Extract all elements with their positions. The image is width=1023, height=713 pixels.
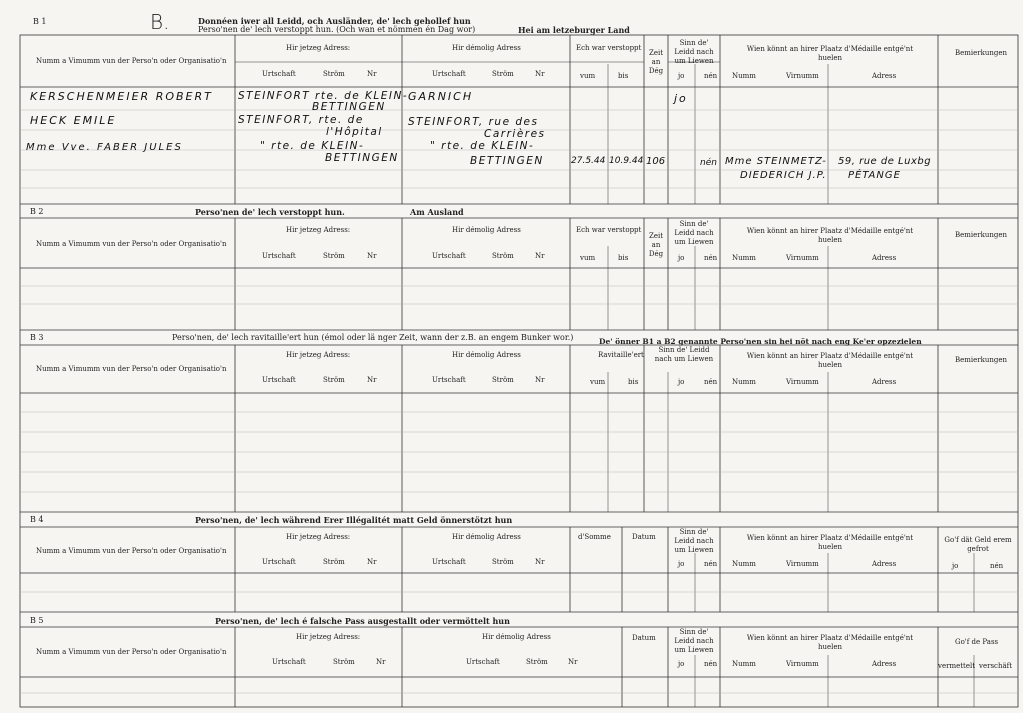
b4-col-yes2: jo <box>952 562 959 570</box>
header-line2b: Hei am letzeburger Land <box>518 25 630 35</box>
b4-col-medal-name: Numm <box>732 560 756 568</box>
section-id-b3: B 3 <box>30 333 44 342</box>
header-line2a: Perso'nen de' lech verstoppt hun. (Och wan et nömmen én Dag wor) <box>198 25 476 34</box>
b4-col-street-old: Ström <box>492 558 514 566</box>
col-street-old: Ström <box>492 70 514 78</box>
entry-2-old-city: STEINFORT, rue des <box>408 116 539 128</box>
b2-col-nr: Nr <box>367 252 377 260</box>
col-name: Numm a Vimumm vun der Perso'n oder Organisatio'n <box>36 57 227 65</box>
section-id-b4: B 4 <box>30 515 44 524</box>
entry-3-old-city2: BETTINGEN <box>470 155 544 167</box>
entry-1-old-city: GARNICH <box>408 90 474 103</box>
b2-col-name: Numm a Vimumm vun der Perso'n oder Organisatio'n <box>36 240 227 248</box>
col-medal-name: Numm <box>732 72 756 80</box>
col-from: vum <box>580 72 596 80</box>
b3-col-remarks: Bemierkungen <box>955 356 1008 364</box>
b3-col-suffered: Sinn de' Leidd nach um Liewen <box>654 346 714 363</box>
b3-col-street: Ström <box>323 376 345 384</box>
b5-col-medal: Wien könnt an hirer Plaatz d'Médaille entgé'nt huelen <box>746 634 914 651</box>
b2-col-suffered: Sinn de' Leidd nach um Liewen <box>674 220 714 246</box>
b2-col-to: bis <box>618 254 629 262</box>
entry-1-cur-city: STEINFORT rte. de KLEIN- <box>238 90 409 102</box>
b2-col-hidden: Ech war verstoppt <box>576 226 642 234</box>
entry-2-old-city2: Carrières <box>484 128 546 140</box>
entry-2-cur-city: STEINFORT, rte. de <box>238 114 364 126</box>
col-to: bis <box>618 72 629 80</box>
b3-col-current: Hir jetzeg Adress: <box>286 351 351 359</box>
b4-col-suffered: Sinn de' Leidd nach um Liewen <box>674 528 714 554</box>
b5-col-medal-address: Adress <box>872 660 897 668</box>
b2-col-medal-first: Virnumm <box>786 254 819 262</box>
b5-col-name: Numm a Vimumm vun der Perso'n oder Organisatio'n <box>36 648 227 656</box>
entry-3-medal-name2: DIEDERICH J.P. <box>740 170 827 181</box>
b5-col-yes: jo <box>678 660 685 668</box>
b2-col-street: Ström <box>323 252 345 260</box>
form-letter: B. <box>150 10 170 34</box>
b5-col-current: Hir jetzeg Adress: <box>296 633 361 641</box>
col-suffered: Sinn de' Leidd nach um Liewen <box>674 39 714 65</box>
col-yes: jo <box>678 72 685 80</box>
col-city: Urtschaft <box>262 70 296 78</box>
col-medal-address: Adress <box>872 72 897 80</box>
b4-col-nr: Nr <box>367 558 377 566</box>
b4-col-street: Ström <box>323 558 345 566</box>
entry-3-alive: nén <box>700 158 717 168</box>
b5-col-no: nén <box>704 660 718 668</box>
b3-col-from: vum <box>590 378 606 386</box>
b4-col-city-old: Urtschaft <box>432 558 466 566</box>
section-id-b5: B 5 <box>30 616 44 625</box>
b4-col-medal-first: Virnumm <box>786 560 819 568</box>
b3-title: Perso'nen, de' lech ravitaille'ert hun (émol oder lä nger Zeit, wann der z.B. an engem Bunker wor.) <box>172 333 574 342</box>
entry-1-cur-city2: BETTINGEN <box>312 101 386 113</box>
b2-sub: Am Ausland <box>410 207 464 217</box>
b5-col-medal-name: Numm <box>732 660 756 668</box>
b5-col-nr-old: Nr <box>568 658 578 666</box>
entry-3-name: Mme Vve. FABER JULES <box>26 142 183 153</box>
b2-col-city-old: Urtschaft <box>432 252 466 260</box>
b5-col-nr: Nr <box>376 658 386 666</box>
b4-col-yes: jo <box>678 560 685 568</box>
b4-col-current: Hir jetzeg Adress: <box>286 533 351 541</box>
b3-col-to: bis <box>628 378 639 386</box>
b3-col-name: Numm a Vimumm vun der Perso'n oder Organisatio'n <box>36 365 227 373</box>
b4-col-former: Hir démolig Adress <box>452 533 521 541</box>
b4-col-medal: Wien könnt an hirer Plaatz d'Médaille entgé'nt huelen <box>746 534 914 551</box>
b3-col-no: nén <box>704 378 718 386</box>
b5-col-medal-first: Virnumm <box>786 660 819 668</box>
b5-title: Perso'nen, de' lech é falsche Pass ausgestallt oder vermöttelt hun <box>215 616 510 626</box>
b2-col-former: Hir démolig Adress <box>452 226 521 234</box>
b4-col-medal-address: Adress <box>872 560 897 568</box>
col-city-old: Urtschaft <box>432 70 466 78</box>
b5-col-issued: vermettelt <box>938 662 976 670</box>
entry-3-cur-city2: BETTINGEN <box>325 152 399 164</box>
col-medal: Wien könnt an hirer Plaatz d'Médaille entgé'nt huelen <box>746 45 914 62</box>
entry-3-old-city: " rte. de KLEIN- <box>430 140 535 152</box>
b3-col-former: Hir démolig Adress <box>452 351 521 359</box>
b4-col-date: Datum <box>632 533 656 541</box>
b2-col-no: nén <box>704 254 718 262</box>
b3-col-medal-name: Numm <box>732 378 756 386</box>
b4-title: Perso'nen, de' lech während Erer Illégalitét matt Geld önnerstötzt hun <box>195 515 513 525</box>
b2-title: Perso'nen de' lech verstoppt hun. <box>195 207 345 217</box>
b2-col-remarks: Bemierkungen <box>955 231 1008 239</box>
b5-col-street-old: Ström <box>526 658 548 666</box>
entry-3-from: 27.5.44 <box>571 156 606 166</box>
b3-col-street-old: Ström <box>492 376 514 384</box>
section-id-b2: B 2 <box>30 207 44 216</box>
b3-col-medal-address: Adress <box>872 378 897 386</box>
b2-col-nr-old: Nr <box>535 252 545 260</box>
b2-col-medal-address: Adress <box>872 254 897 262</box>
b5-col-city-old: Urtschaft <box>466 658 500 666</box>
entry-2-cur-city2: l'Hôpital <box>326 126 383 138</box>
b4-col-name: Numm a Vimumm vun der Perso'n oder Organisatio'n <box>36 547 227 555</box>
b5-col-passes: Go'f de Pass <box>955 638 999 646</box>
col-nr-old: Nr <box>535 70 545 78</box>
header-line1: Donnéen iwer all Leidd, och Ausländer, de' lech gehollef hun <box>198 16 471 26</box>
b4-col-sum: d'Somme <box>578 533 611 541</box>
entry-3-medal-address2: PÉTANGE <box>848 170 901 181</box>
b2-col-current: Hir jetzeg Adress: <box>286 226 351 234</box>
entry-3-to: 10.9.44 <box>609 156 644 166</box>
b3-sub: De' önner B1 a B2 genannte Perso'nen sin hei nöt nach eng Ke'er opzezielen <box>599 337 922 346</box>
b2-col-city: Urtschaft <box>262 252 296 260</box>
b2-col-street-old: Ström <box>492 252 514 260</box>
entry-1-name: KERSCHENMEIER ROBERT <box>30 90 213 103</box>
b5-col-street: Ström <box>333 658 355 666</box>
entry-3-cur-city: " rte. de KLEIN- <box>260 140 365 152</box>
b5-col-former: Hir démolig Adress <box>482 633 551 641</box>
col-nr: Nr <box>367 70 377 78</box>
b5-col-city: Urtschaft <box>272 658 306 666</box>
b3-col-medal: Wien könnt an hirer Plaatz d'Médaille entgé'nt huelen <box>746 352 914 369</box>
entry-3-medal-name: Mme STEINMETZ- <box>725 156 827 167</box>
b4-col-city: Urtschaft <box>262 558 296 566</box>
entry-1-alive: jo <box>674 92 688 105</box>
b2-col-from: vum <box>580 254 596 262</box>
b5-col-date: Datum <box>632 634 656 642</box>
b5-col-suffered: Sinn de' Leidd nach um Liewen <box>674 628 714 654</box>
b5-col-forged: verschäft <box>979 662 1013 670</box>
entry-3-days: 106 <box>646 156 666 167</box>
b4-col-no2: nén <box>990 562 1004 570</box>
b2-col-medal-name: Numm <box>732 254 756 262</box>
b3-col-nr: Nr <box>367 376 377 384</box>
section-id-b1: B 1 <box>33 17 47 26</box>
b3-col-city-old: Urtschaft <box>432 376 466 384</box>
col-street: Ström <box>323 70 345 78</box>
b2-col-yes: jo <box>678 254 685 262</box>
entry-2-name: HECK EMILE <box>30 114 117 127</box>
col-no: nén <box>704 72 718 80</box>
col-hidden: Ech war verstoppt <box>576 44 642 52</box>
col-former-address: Hir démolig Adress <box>452 44 521 52</box>
b3-col-city: Urtschaft <box>262 376 296 384</box>
col-medal-first: Virnumm <box>786 72 819 80</box>
b4-col-money-returned: Go'f dät Geld erem gefrot <box>944 536 1012 553</box>
b3-col-medal-first: Virnumm <box>786 378 819 386</box>
col-days: Zeit an Dég <box>648 49 664 75</box>
b3-col-supplied: Ravitaille'ert <box>598 351 644 359</box>
col-current-address: Hir jetzeg Adress: <box>286 44 351 52</box>
entry-3-medal-address: 59, rue de Luxbg <box>838 156 932 167</box>
b3-col-yes: jo <box>678 378 685 386</box>
b3-col-nr-old: Nr <box>535 376 545 384</box>
col-remarks: Bemierkungen <box>955 49 1008 57</box>
b4-col-no: nén <box>704 560 718 568</box>
b2-col-days: Zeit an Dég <box>648 232 664 258</box>
b2-col-medal: Wien könnt an hirer Plaatz d'Médaille entgé'nt huelen <box>746 227 914 244</box>
b4-col-nr-old: Nr <box>535 558 545 566</box>
